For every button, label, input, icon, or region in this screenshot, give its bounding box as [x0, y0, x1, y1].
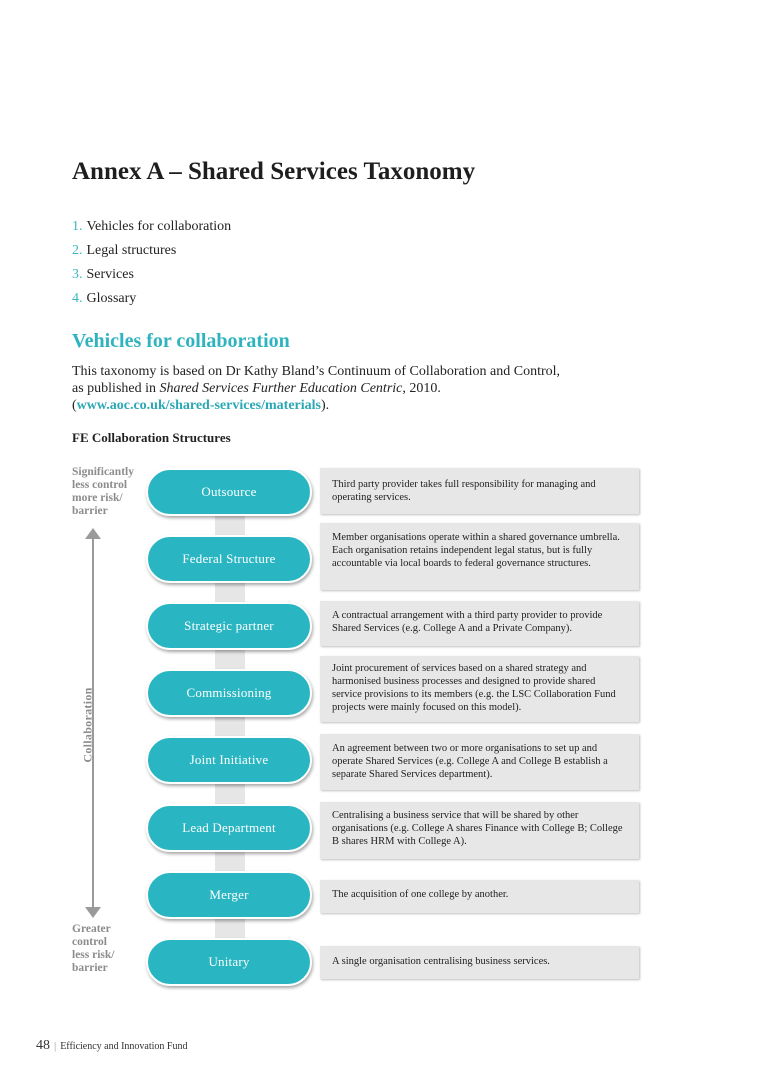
materials-link[interactable]: www.aoc.co.uk/shared-services/materials — [76, 398, 321, 413]
axis-bottom-line: control — [72, 936, 107, 948]
structure-description: Centralising a business service that will be shared by other organisations (e.g. College A shares Finance with College B; College B shares HRM with College A). — [332, 810, 623, 847]
page-number: 48 — [36, 1038, 50, 1053]
toc-label: Vehicles for collaboration — [86, 219, 232, 234]
toc-label: Glossary — [86, 291, 137, 306]
axis-top-label — [72, 466, 134, 518]
toc-item[interactable] — [72, 218, 231, 242]
footer-title: Efficiency and Innovation Fund — [60, 1041, 188, 1052]
table-of-contents — [72, 218, 231, 314]
toc-number: 1. — [72, 219, 83, 234]
intro-paragraph — [72, 363, 632, 414]
page-title: Annex A – Shared Services Taxonomy — [72, 158, 476, 185]
intro-text: , 2010. — [402, 381, 441, 396]
axis-bottom-label — [72, 923, 115, 975]
structure-merger: Merger — [146, 871, 312, 919]
toc-number: 4. — [72, 291, 83, 306]
footer-separator: | — [54, 1040, 57, 1052]
intro-text: ). — [321, 398, 330, 413]
section-heading: Vehicles for collaboration — [72, 330, 290, 352]
structure-commissioning: Commissioning — [146, 669, 312, 717]
axis-top-line: more risk/ — [72, 492, 123, 504]
structure-description: Third party provider takes full responsibility for managing and operating services. — [332, 479, 596, 503]
structure-description: A contractual arrangement with a third party provider to provide Shared Services (e.g. College A and a Private Company). — [332, 610, 603, 634]
structure-description: An agreement between two or more organisations to set up and operate Shared Services (e.g. College A and College B establish a separate Shared Services department). — [332, 743, 608, 780]
intro-text: ( — [72, 398, 77, 413]
diagram-heading: FE Collaboration Structures — [72, 430, 231, 445]
structure-strategic-partner: Strategic partner — [146, 602, 312, 650]
publication-title: Shared Services Further Education Centric — [159, 381, 403, 396]
toc-number: 3. — [72, 267, 83, 282]
axis-top-line: Significantly — [72, 466, 134, 478]
toc-item[interactable] — [72, 242, 231, 266]
axis-top-line: barrier — [72, 505, 108, 517]
structure-description: Member organisations operate within a shared governance umbrella. Each organisation retains independent legal status, but is fully accountable via local boards to federal governance structures. — [332, 532, 620, 569]
toc-item[interactable] — [72, 290, 231, 314]
axis-bottom-line: less risk/ — [72, 949, 115, 961]
structure-joint-initiative: Joint Initiative — [146, 736, 312, 784]
structure-outsource: Outsource — [146, 468, 312, 516]
structure-federal: Federal Structure — [146, 535, 312, 583]
intro-line: This taxonomy is based on Dr Kathy Bland’s Continuum of Collaboration and Control, — [72, 364, 561, 379]
collaboration-axis-label: Collaboration — [80, 687, 95, 763]
structure-description: Joint procurement of services based on a shared strategy and harmonised business processes and designed to provide shared service provisions to its members (e.g. the LSC Collaboration Fund projects were mainly focused on this model). — [332, 663, 616, 713]
toc-label: Services — [86, 267, 134, 282]
page-footer — [36, 1038, 188, 1054]
structure-lead-department: Lead Department — [146, 804, 312, 852]
intro-text: as published in — [72, 381, 160, 396]
arrow-down-icon — [85, 907, 101, 918]
toc-label: Legal structures — [86, 243, 177, 258]
axis-bottom-line: barrier — [72, 962, 108, 974]
axis-bottom-line: Greater — [72, 923, 111, 935]
toc-number: 2. — [72, 243, 83, 258]
axis-top-line: less control — [72, 479, 128, 491]
structure-unitary: Unitary — [146, 938, 312, 986]
structure-description: A single organisation centralising business services. — [332, 956, 550, 967]
toc-item[interactable] — [72, 266, 231, 290]
structure-description: The acquisition of one college by another. — [332, 889, 509, 900]
